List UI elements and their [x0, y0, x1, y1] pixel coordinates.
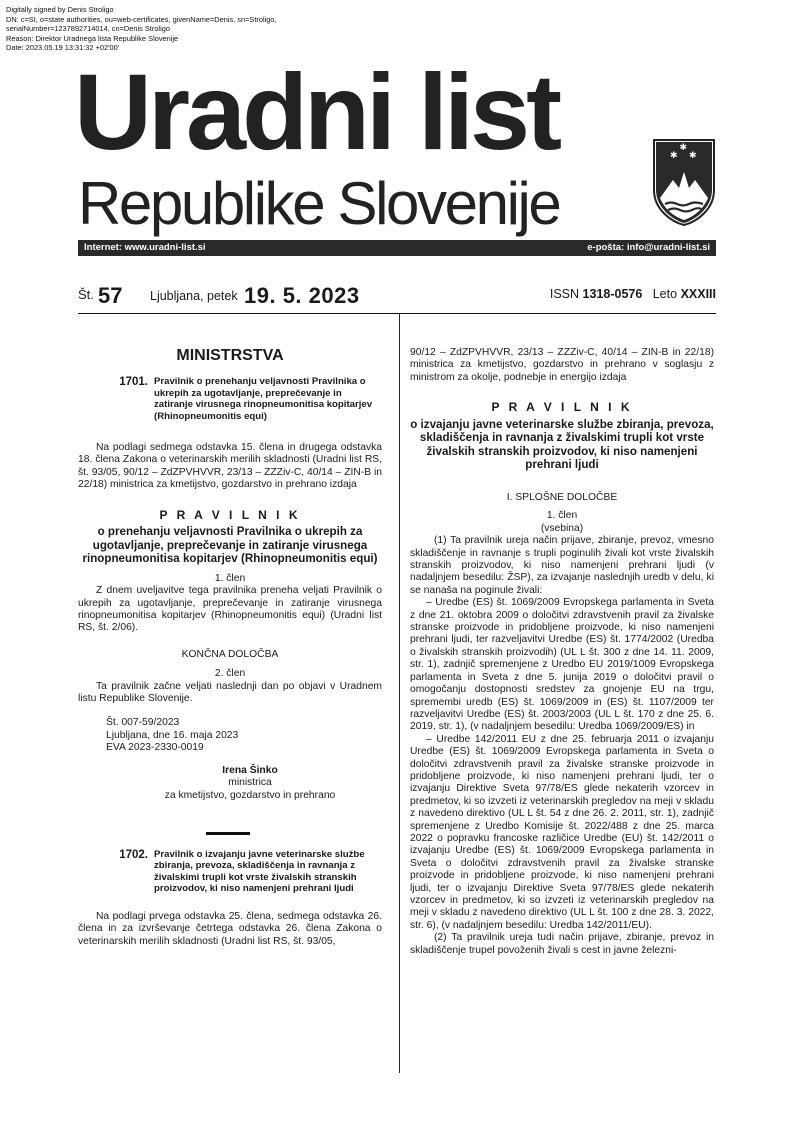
issue-place: Ljubljana, petek [150, 289, 238, 303]
act-separator [206, 832, 250, 835]
act-heading-1702 [78, 849, 382, 895]
digital-signature-block [6, 5, 277, 53]
issue-number: 57 [98, 283, 123, 308]
act-heading-1701 [78, 376, 382, 422]
header-rule [78, 313, 716, 314]
place-date: Ljubljana, dne 16. maja 2023 [106, 729, 239, 741]
legal-basis: Na podlagi sedmega odstavka 15. člena in drugega odstavka 18. člena Zakona o veterinarskih merilih skladnosti (Uradni list RS, št. 93/05, 90/12 – ZdZPVHVVR, 23/13 – ZZZiv-C, 40/14 – ZIN-B in 22/18) ministrica za kmetijstvo, gozdarstvo in prehrano izdaja [78, 442, 382, 491]
issn-number: 1318-0576 [582, 287, 643, 301]
masthead-contact-bar [78, 240, 716, 256]
email-link[interactable]: e-pošta: info@uradni-list.si [587, 242, 710, 253]
left-column [78, 340, 382, 948]
act-title: Pravilnik o prenehanju veljavnosti Pravilnika o ukrepih za ugotavljanje, preprečevanje in zatiranje virusnega rinopneumonitisa kopitarjev (Rhinopneumonitis equi) [154, 376, 373, 422]
signer-function: za kmetijstvo, gozdarstvo in prehrano [164, 789, 336, 801]
issn-info [550, 287, 716, 301]
issue-line [78, 283, 716, 313]
signer-function: ministrica [228, 777, 272, 789]
svg-text:✱: ✱ [689, 151, 697, 161]
section-title: MINISTRSTVA [176, 347, 284, 364]
year-label: Leto [652, 287, 678, 301]
signature-line: DN: c=SI, o=state authorities, ou=web-certificates, givenName=Denis, sn=Stroligo, [6, 14, 277, 24]
eva-number: EVA 2023-2330-0019 [106, 742, 204, 754]
signer-name: Irena Šinko [222, 764, 278, 776]
regulation-title: P R A V I L N I K [159, 507, 301, 522]
chapter-heading: KONČNA DOLOČBA [181, 648, 279, 660]
article-heading: 1. člen [214, 572, 246, 584]
issn-label: ISSN [549, 287, 580, 301]
legal-basis: Na podlagi prvega odstavka 25. člena, sedmega odstavka 26. člena in za izvrševanje četrtega odstavka 26. člena Zakona o veterinarskih merilih skladnosti (Uradni list RS, št. 93/05, [78, 910, 382, 947]
paragraph: (1) Ta pravilnik ureja način prijave, zbiranje, prevoz, vmesno skladiščenje in ravnanje s trupli poginulih živali kot vrste živalskih stranskih proizvodov, ki niso namenjeni prehrani ljudi (v nadaljnjem besedilu: ŽSP), za izvajanje naslednjih uredb v delu, ki se nanaša na poginule živali: [410, 535, 714, 596]
issue-number-label: Št. [78, 287, 94, 302]
masthead-subtitle: Republike Slovenije [78, 170, 560, 237]
article-heading: 2. člen [214, 668, 246, 680]
article-subheading: (vsebina) [540, 522, 584, 534]
website-link[interactable]: Internet: www.uradni-list.si [84, 242, 206, 253]
svg-text:✱: ✱ [679, 143, 688, 153]
signature-line: serialNumber=1237892714014, cn=Denis Stroligo [6, 24, 170, 34]
paragraph: (2) Ta pravilnik ureja tudi način prijave, zbiranje, prevoz in skladiščenje trupel povoženih živali s cest in javne železni- [410, 932, 714, 956]
coat-of-arms-icon [651, 138, 717, 226]
bullet-item: – Uredbe (ES) št. 1069/2009 Evropskega parlamenta in Sveta z dne 21. oktobra 2009 o določitvi zdravstvenih pravil za živalske stranske proizvode in pridobljene proizvode, ki niso namenjeni prehrani ljudi, ter razveljavitvi Uredbe (ES) št. 1774/2002 (Uredba o živalskih stranskih proizvodih) (UL L št. 300 z dne 14. 11. 2009, str. 1), zadnjič spremenjene z Uredbo EU 2019/1009 Evropskega parlamenta in Sveta z dne 5. junija 2019 o določitvi pravil o omogočanju dostopnosti sredstev za gnojenje EU na trgu, spremembi uredb (ES) št. 1069/2009 in (ES) št. 1107/2009 ter razveljavitvi Uredbe (ES) št. 2003/2003 (UL L št. 170 z dne 25. 6. 2019, str. 1), (v nadaljnjem besedilu: Uredba 1069/2009/ES) in [410, 597, 714, 733]
act-number: 1701. [119, 376, 148, 388]
legal-basis-continued: 90/12 – ZdZPVHVVR, 23/13 – ZZZiv-C, 40/14 – ZIN-B in 22/18) ministrica za kmetijstvo, gozdarstvo in prehrano v soglasju z ministrom za okolje, podnebje in energijo izdaja [410, 347, 714, 383]
signature-line: Date: 2023.05.19 13:31:32 +02'00' [6, 43, 120, 53]
bullet-item: – Uredbe 142/2011 EU z dne 25. februarja 2011 o izvajanju Uredbe (ES) št. 1069/2009 Evropskega parlamenta in Sveta o določitvi zdravstvenih pravil za živalske stranske proizvode in pridobljene proizvode, ki niso namenjeni prehrani ljudi, ter o izvajanju Direktive Sveta 97/78/ES glede nekaterih vzorcev in predmetov, ki so izvzeti iz veterinarskih pregledov na meji v skladu z navedeno direktivo (UL L št. 54 z dne 26. 2. 2011, str. 1), zadnjič spremenjene z Uredbo Komisije št. 2022/488 z dne 25. marca 2022 o popravku francoske različice Uredbe (EU) št. 142/2011 o izvajanju Uredbe (ES) št. 1069/2009 Evropskega parlamenta in Sveta o določitvi zdravstvenih pravil za živalske stranske proizvode in pridobljene proizvode, ki niso namenjeni prehrani ljudi, ter o izvajanju Direktive Sveta 97/78/ES glede nekaterih vzorcev in predmetov, ki so izvzeti iz veterinarskih pregledov na meji v skladu z navedeno direktivo (UL L št. 100 z dne 28. 3. 2022, str. 6), (v nadaljnjem besedilu: Uredba 142/2011/EU). [410, 733, 714, 931]
act-title: Pravilnik o izvajanju javne veterinarske službe zbiranja, prevoza, skladiščenja in ravnanja z živalskimi trupli kot vrste živalskih stranskih proizvodov, ki niso namenjeni prehrani ljudi [154, 848, 365, 895]
regulation-subtitle: o izvajanju javne veterinarske službe zbiranja, prevoza, skladiščenja in ravnanja z živalskimi trupli kot vrste živalskih stranskih proizvodov, ki niso namenjeni prehrani ljudi [410, 417, 714, 472]
regulation-subtitle: o prenehanju veljavnosti Pravilnika o ukrepih za ugotavljanje, preprečevanje in zatiranje virusnega rinopneumonitisa kopitarjev (Rhinopneumonitis equi) [82, 525, 378, 566]
article-text: Ta pravilnik začne veljati naslednji dan po objavi v Uradnem listu Republike Slovenije. [78, 680, 382, 705]
issue-date: 19. 5. 2023 [244, 283, 360, 308]
svg-text:✱: ✱ [670, 151, 678, 161]
masthead-title: Uradni list [74, 51, 559, 172]
year-number: XXXIII [680, 287, 716, 301]
chapter-heading: I. SPLOŠNE DOLOČBE [506, 492, 618, 503]
signature-line: Digitally signed by Denis Stroligo [6, 5, 114, 14]
regulation-title: P R A V I L N I K [491, 400, 633, 415]
reference-number: Št. 007-59/2023 [106, 717, 180, 729]
act-number: 1702. [119, 848, 148, 861]
right-column [410, 347, 714, 957]
article-heading: 1. člen [546, 510, 578, 522]
article-text: Z dnem uveljavitve tega pravilnika preneha veljati Pravilnik o ukrepih za ugotavljanje, preprečevanje in zatiranje virusnega rinopneumonitisa kopitarjev (Rhinopneumonitis equi) (Uradni list RS, št. 2/06). [78, 585, 382, 634]
signature-line: Reason: Direktor Uradnega lista Republike Slovenije [6, 33, 179, 43]
column-divider [399, 313, 400, 1073]
